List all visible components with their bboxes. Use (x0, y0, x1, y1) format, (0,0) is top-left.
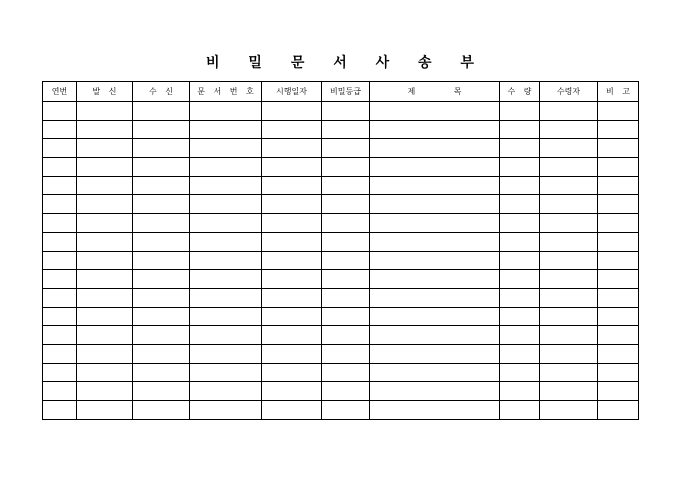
table-cell (77, 326, 133, 345)
table-cell (77, 251, 133, 270)
table-row (43, 251, 639, 270)
ledger-table (42, 81, 639, 420)
table-cell (322, 363, 370, 382)
table-cell (370, 382, 500, 401)
table-cell (598, 102, 639, 121)
table-cell (133, 232, 190, 251)
table-cell (500, 251, 540, 270)
table-cell (43, 139, 77, 158)
table-cell (77, 382, 133, 401)
table-cell (262, 307, 322, 326)
table-cell (540, 120, 598, 139)
table-cell (190, 401, 262, 420)
column-header-remarks: 비 고 (598, 82, 639, 102)
table-cell (190, 195, 262, 214)
table-cell (322, 288, 370, 307)
table-cell (43, 401, 77, 420)
table-row (43, 120, 639, 139)
table-row (43, 158, 639, 177)
table-cell (322, 214, 370, 233)
table-cell (598, 344, 639, 363)
table-cell (190, 382, 262, 401)
table-cell (540, 176, 598, 195)
table-cell (262, 401, 322, 420)
table-cell (540, 307, 598, 326)
table-cell (262, 232, 322, 251)
table-cell (598, 270, 639, 289)
table-cell (598, 251, 639, 270)
table-cell (370, 401, 500, 420)
table-cell (370, 158, 500, 177)
table-cell (322, 401, 370, 420)
table-cell (262, 102, 322, 121)
table-cell (77, 363, 133, 382)
column-header-effective-date: 시행일자 (262, 82, 322, 102)
table-cell (500, 214, 540, 233)
table-cell (598, 401, 639, 420)
table-cell (598, 214, 639, 233)
table-cell (77, 307, 133, 326)
table-cell (500, 102, 540, 121)
table-cell (262, 326, 322, 345)
table-row (43, 363, 639, 382)
table-cell (133, 326, 190, 345)
table-cell (190, 214, 262, 233)
table-cell (43, 288, 77, 307)
table-cell (370, 288, 500, 307)
table-cell (77, 288, 133, 307)
table-cell (370, 232, 500, 251)
table-cell (500, 158, 540, 177)
table-cell (370, 363, 500, 382)
table-cell (43, 326, 77, 345)
table-cell (598, 326, 639, 345)
table-cell (322, 344, 370, 363)
table-cell (598, 158, 639, 177)
table-cell (598, 195, 639, 214)
table-cell (500, 120, 540, 139)
table-cell (540, 102, 598, 121)
table-cell (133, 102, 190, 121)
table-cell (43, 195, 77, 214)
table-cell (43, 214, 77, 233)
table-cell (500, 195, 540, 214)
table-cell (370, 251, 500, 270)
table-cell (540, 139, 598, 158)
table-cell (370, 176, 500, 195)
table-cell (370, 102, 500, 121)
table-cell (190, 120, 262, 139)
column-header-serial: 연번 (43, 82, 77, 102)
table-cell (77, 270, 133, 289)
table-cell (598, 139, 639, 158)
table-cell (322, 195, 370, 214)
table-cell (322, 326, 370, 345)
table-cell (500, 307, 540, 326)
column-header-sender: 발 신 (77, 82, 133, 102)
table-cell (77, 158, 133, 177)
table-cell (77, 344, 133, 363)
table-cell (43, 232, 77, 251)
table-cell (190, 102, 262, 121)
table-cell (133, 139, 190, 158)
table-row (43, 401, 639, 420)
table-cell (43, 344, 77, 363)
table-cell (262, 195, 322, 214)
table-cell (133, 120, 190, 139)
table-cell (370, 214, 500, 233)
table-row (43, 139, 639, 158)
table-cell (598, 120, 639, 139)
page-title: 비 밀 문 서 사 송 부 (206, 55, 486, 71)
table-cell (190, 288, 262, 307)
table-row (43, 195, 639, 214)
table-cell (598, 288, 639, 307)
table-cell (540, 232, 598, 251)
table-cell (262, 158, 322, 177)
table-row (43, 307, 639, 326)
table-cell (322, 251, 370, 270)
table-cell (133, 214, 190, 233)
table-cell (370, 270, 500, 289)
table-cell (322, 158, 370, 177)
table-cell (370, 344, 500, 363)
table-cell (262, 288, 322, 307)
table-cell (133, 307, 190, 326)
table-row (43, 270, 639, 289)
table-row (43, 232, 639, 251)
table-cell (77, 139, 133, 158)
table-cell (262, 382, 322, 401)
table-cell (133, 344, 190, 363)
table-cell (262, 270, 322, 289)
table-cell (500, 382, 540, 401)
header-row (43, 82, 639, 102)
column-header-quantity: 수 량 (500, 82, 540, 102)
table-cell (598, 232, 639, 251)
table-cell (540, 214, 598, 233)
table-cell (322, 102, 370, 121)
table-cell (262, 344, 322, 363)
table-cell (43, 176, 77, 195)
table-cell (77, 401, 133, 420)
table-cell (540, 344, 598, 363)
table-cell (540, 195, 598, 214)
table-cell (77, 195, 133, 214)
table-cell (77, 176, 133, 195)
table-cell (500, 288, 540, 307)
table-cell (77, 102, 133, 121)
table-row (43, 382, 639, 401)
table-cell (133, 270, 190, 289)
table-cell (370, 139, 500, 158)
table-row (43, 214, 639, 233)
table-cell (77, 120, 133, 139)
table-cell (77, 232, 133, 251)
table-cell (500, 363, 540, 382)
table-cell (190, 251, 262, 270)
table-cell (500, 232, 540, 251)
table-cell (598, 176, 639, 195)
table-cell (43, 307, 77, 326)
table-cell (370, 326, 500, 345)
table-row (43, 288, 639, 307)
table-cell (322, 307, 370, 326)
table-row (43, 102, 639, 121)
table-cell (133, 363, 190, 382)
table-cell (133, 176, 190, 195)
table-cell (190, 158, 262, 177)
table-cell (133, 251, 190, 270)
table-cell (190, 232, 262, 251)
table-cell (598, 382, 639, 401)
table-cell (133, 195, 190, 214)
table-cell (500, 344, 540, 363)
table-cell (322, 139, 370, 158)
table-cell (190, 326, 262, 345)
table-row (43, 344, 639, 363)
table-cell (370, 120, 500, 139)
table-cell (262, 214, 322, 233)
table-cell (190, 307, 262, 326)
table-cell (322, 120, 370, 139)
table-cell (262, 139, 322, 158)
table-cell (540, 288, 598, 307)
table-cell (370, 307, 500, 326)
table-cell (322, 232, 370, 251)
table-cell (540, 382, 598, 401)
table-cell (262, 363, 322, 382)
table-cell (370, 195, 500, 214)
table-cell (262, 251, 322, 270)
table-cell (540, 158, 598, 177)
table-cell (43, 120, 77, 139)
table-cell (77, 214, 133, 233)
table-cell (133, 401, 190, 420)
table-row (43, 176, 639, 195)
column-header-recipient: 수 신 (133, 82, 190, 102)
table-cell (190, 139, 262, 158)
ledger-body (43, 102, 639, 420)
column-header-receiver: 수령자 (540, 82, 598, 102)
table-cell (43, 158, 77, 177)
table-cell (133, 158, 190, 177)
table-cell (190, 176, 262, 195)
table-cell (43, 270, 77, 289)
table-cell (540, 401, 598, 420)
table-cell (190, 344, 262, 363)
table-cell (133, 288, 190, 307)
table-row (43, 326, 639, 345)
table-cell (540, 251, 598, 270)
table-cell (133, 382, 190, 401)
column-header-classification: 비밀등급 (322, 82, 370, 102)
table-cell (43, 382, 77, 401)
table-cell (540, 326, 598, 345)
table-cell (190, 363, 262, 382)
table-cell (43, 102, 77, 121)
table-cell (598, 307, 639, 326)
table-cell (322, 176, 370, 195)
column-header-document-number: 문 서 번 호 (190, 82, 262, 102)
table-cell (500, 139, 540, 158)
table-cell (500, 176, 540, 195)
table-cell (43, 251, 77, 270)
table-cell (500, 401, 540, 420)
table-cell (322, 382, 370, 401)
table-cell (43, 363, 77, 382)
table-cell (500, 270, 540, 289)
table-cell (500, 326, 540, 345)
table-cell (598, 363, 639, 382)
table-cell (540, 363, 598, 382)
table-cell (190, 270, 262, 289)
table-cell (262, 120, 322, 139)
column-header-subject: 제 목 (370, 82, 500, 102)
table-cell (540, 270, 598, 289)
table-cell (262, 176, 322, 195)
table-cell (322, 270, 370, 289)
